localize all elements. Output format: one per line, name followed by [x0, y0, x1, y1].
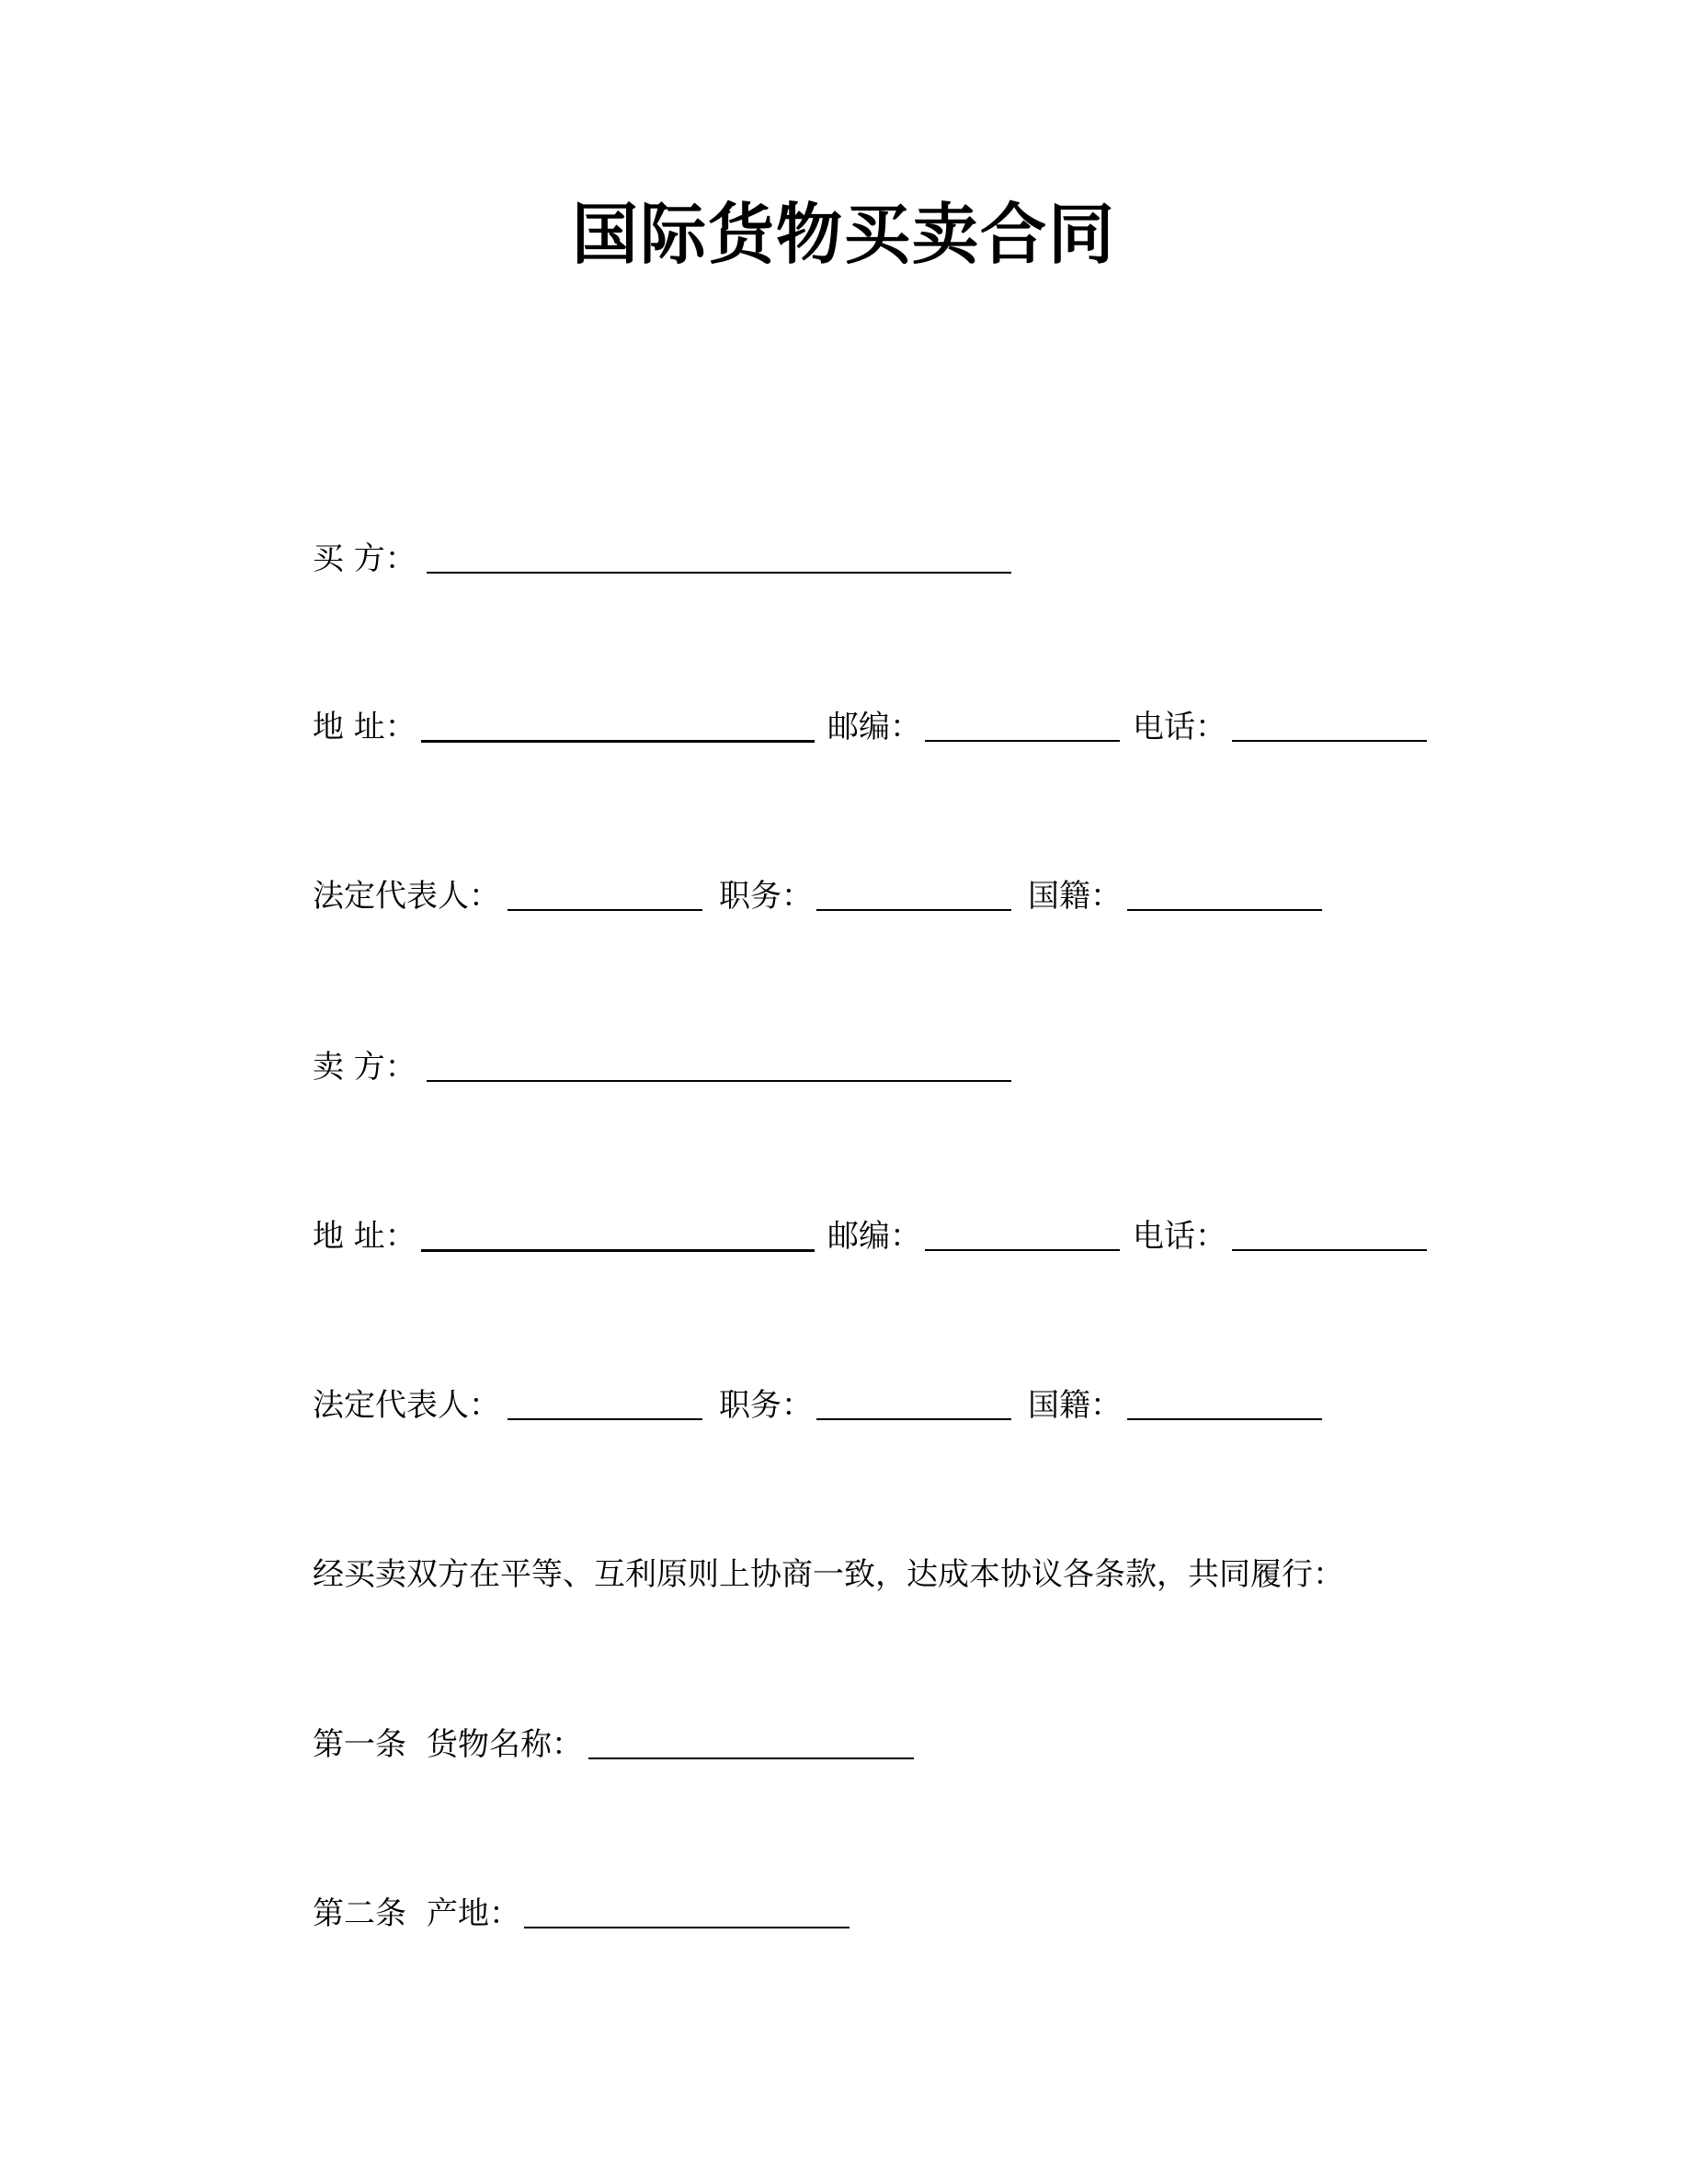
- buyer-label: 买 方：: [313, 540, 416, 577]
- buyer-nationality-field[interactable]: [1127, 909, 1322, 911]
- seller-nationality-label: 国籍：: [1028, 1387, 1122, 1424]
- buyer-rep-label: 法定代表人：: [313, 878, 500, 915]
- seller-address-field[interactable]: [421, 1249, 815, 1252]
- buyer-address-label: 地 址：: [313, 709, 416, 745]
- seller-rep-field[interactable]: [508, 1418, 702, 1420]
- article-2-number: 第二条: [313, 1895, 406, 1932]
- buyer-phone-field[interactable]: [1232, 740, 1427, 742]
- buyer-postcode-field[interactable]: [925, 740, 1120, 742]
- seller-label: 卖 方：: [313, 1049, 416, 1086]
- seller-address-label: 地 址：: [313, 1218, 416, 1255]
- seller-postcode-field[interactable]: [925, 1249, 1120, 1251]
- buyer-position-field[interactable]: [816, 909, 1011, 911]
- seller-phone-label: 电话：: [1133, 1218, 1226, 1255]
- goods-name-field[interactable]: [588, 1757, 914, 1759]
- seller-phone-field[interactable]: [1232, 1249, 1427, 1251]
- seller-rep-label: 法定代表人：: [313, 1387, 500, 1424]
- document-title: 国际货物买卖合同: [571, 196, 1116, 273]
- buyer-phone-label: 电话：: [1133, 709, 1226, 745]
- seller-nationality-field[interactable]: [1127, 1418, 1322, 1420]
- origin-field[interactable]: [524, 1927, 850, 1928]
- article-1-number: 第一条: [313, 1726, 406, 1763]
- buyer-postcode-label: 邮编：: [827, 709, 921, 745]
- buyer-nationality-label: 国籍：: [1028, 878, 1122, 915]
- seller-name-field[interactable]: [427, 1080, 1011, 1082]
- article-1-label: 货物名称：: [427, 1726, 583, 1763]
- preamble-text: 经买卖双方在平等、互利原则上协商一致，达成本协议各条款，共同履行：: [313, 1556, 1344, 1593]
- seller-position-label: 职务：: [719, 1387, 813, 1424]
- seller-postcode-label: 邮编：: [827, 1218, 921, 1255]
- seller-position-field[interactable]: [816, 1418, 1011, 1420]
- buyer-rep-field[interactable]: [508, 909, 702, 911]
- buyer-address-field[interactable]: [421, 740, 815, 743]
- buyer-name-field[interactable]: [427, 572, 1011, 574]
- buyer-position-label: 职务：: [719, 878, 813, 915]
- article-2-label: 产地：: [427, 1895, 520, 1932]
